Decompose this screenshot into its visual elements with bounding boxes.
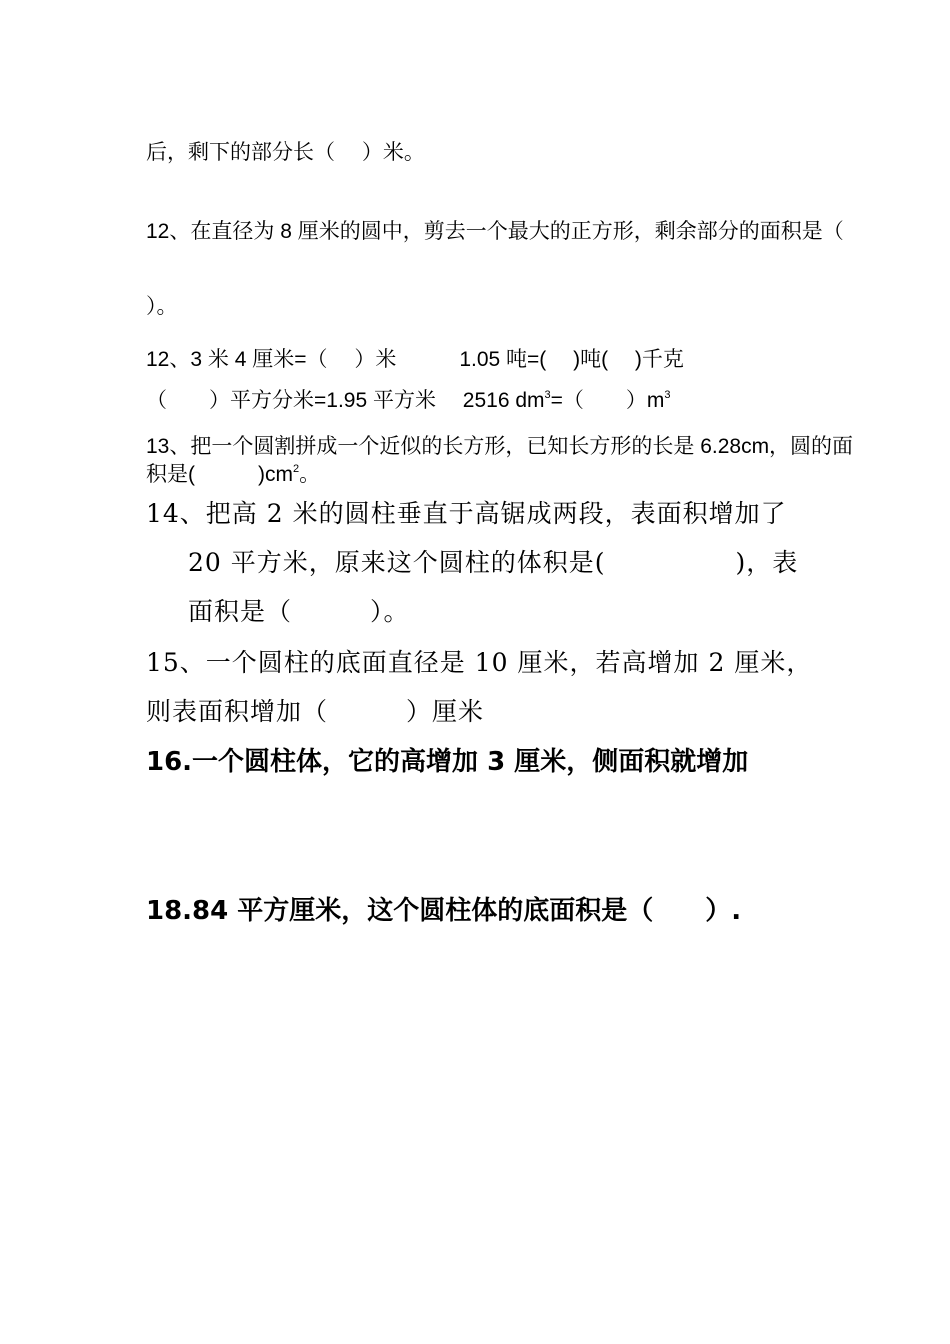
question-14-line-2: 20 平方米，原来这个圆柱的体积是( )，表 xyxy=(188,548,799,577)
question-12-line-2: ）。 xyxy=(146,295,178,318)
question-13-line-1: 13、把一个圆割拼成一个近似的长方形，已知长方形的长是 6.28cm，圆的面 xyxy=(146,435,854,458)
text-segment: （ ）平方分米=1.95 平方米 2516 dm xyxy=(146,389,545,412)
text-segment: =（ ）m xyxy=(550,389,665,412)
question-12-line-1: 12、在直径为 8 厘米的圆中，剪去一个最大的正方形，剩余部分的面积是（ xyxy=(146,220,844,243)
question-15-line-1: 15、一个圆柱的底面直径是 10 厘米，若高增加 2 厘米， xyxy=(146,648,813,677)
text-segment: 。 xyxy=(299,463,321,486)
question-12b-line: 12、3 米 4 厘米=（ ）米 1.05 吨=( )吨( )千克 xyxy=(146,348,684,371)
superscript: 3 xyxy=(544,389,551,401)
unit-conversion-line xyxy=(146,384,671,414)
text-line: 后，剩下的部分长（ ）米。 xyxy=(146,141,425,164)
question-15-line-2: 则表面积增加（ ）厘米 xyxy=(146,697,485,726)
text-segment: 积是( )cm xyxy=(146,463,293,486)
question-13-line-2 xyxy=(146,458,320,488)
question-16-line-2: 18.84 平方厘米，这个圆柱体的底面积是（ ）. xyxy=(146,896,742,926)
question-14-line-1: 14、把高 2 米的圆柱垂直于高锯成两段，表面积增加了 xyxy=(146,499,787,528)
superscript: 2 xyxy=(292,463,300,475)
question-16-line-1: 16.一个圆柱体，它的高增加 3 厘米，侧面积就增加 xyxy=(146,747,749,777)
question-14-line-3: 面积是（ ）。 xyxy=(188,597,410,626)
superscript: 3 xyxy=(664,389,671,401)
